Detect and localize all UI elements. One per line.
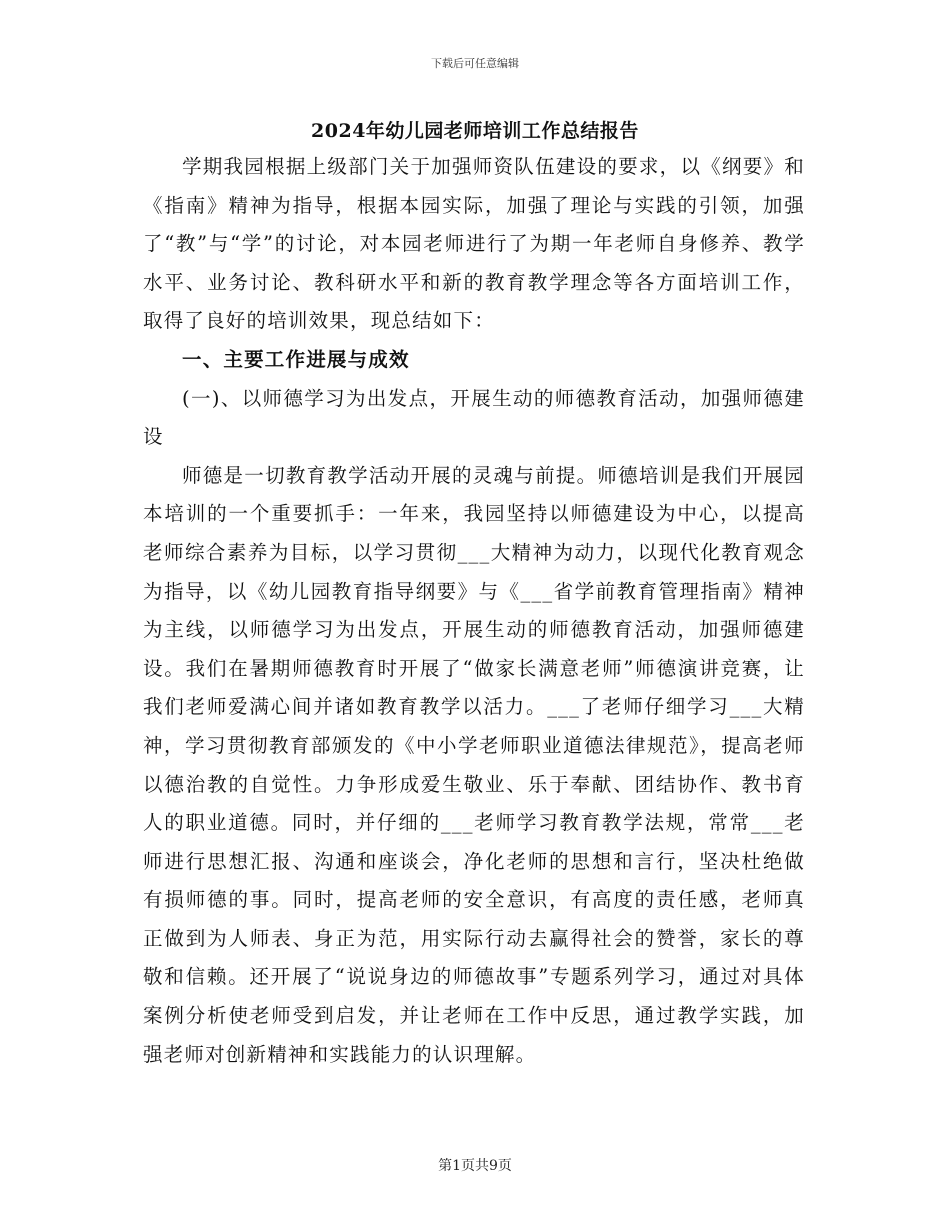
body-paragraph-1: 师德是一切教育教学活动开展的灵魂与前提。师德培训是我们开展园本培训的一个重要抓手：一年来，我园坚持以师德建设为中心，以提高老师综合素养为目标，以学习贯彻___大精神为动力，以现代化教育观念为指导，以《幼儿园教育指导纲要》与《___省学前教育管理指南》精神为主线，以师德学习为出发点，开展生动的师德教育活动，加强师德建设。我们在暑期师德教育时开展了“做家长满意老师”师德演讲竞赛，让我们老师爱满心间并诸如教育教学以活力。___了老师仔细学习___大精神，学习贯彻教育部颁发的《中小学老师职业道德法律规范》，提高老师以德治教的自觉性。力争形成爱生敬业、乐于奉献、团结协作、教书育人的职业道德。同时，并仔细的___老师学习教育教学法规，常常___老师进行思想汇报、沟通和座谈会，净化老师的思想和言行，坚决杜绝做有损师德的事。同时，提高老师的安全意识，有高度的责任感，老师真正做到为人师表、身正为范，用实际行动去赢得社会的赞誉，家长的尊敬和信赖。还开展了“说说身边的师德故事”专题系列学习，通过对具体案例分析使老师受到启发，并让老师在工作中反思，通过教学实践，加强老师对创新精神和实践能力的认识理解。 [143,463,805,1066]
page-footer: 第1页共9页 [438,1158,512,1174]
document-title: 2024年幼儿园老师培训工作总结报告 [311,120,639,142]
subsection-heading-1: (一)、以师德学习为出发点，开展生动的师德教育活动，加强师德建设 [143,386,805,449]
page-header: 下载后可任意编辑 [431,57,519,70]
document-body [143,148,805,1074]
intro-paragraph: 学期我园根据上级部门关于加强师资队伍建设的要求，以《纲要》和《指南》精神为指导，根据本园实际，加强了理论与实践的引领，加强了“教”与“学”的讨论，对本园老师进行了为期一年老师自身修养、教学水平、业务讨论、教科研水平和新的教育教学理念等各方面培训工作，取得了良好的培训效果，现总结如下： [143,155,805,333]
section-heading-1: 一、主要工作进展与成效 [182,347,410,371]
